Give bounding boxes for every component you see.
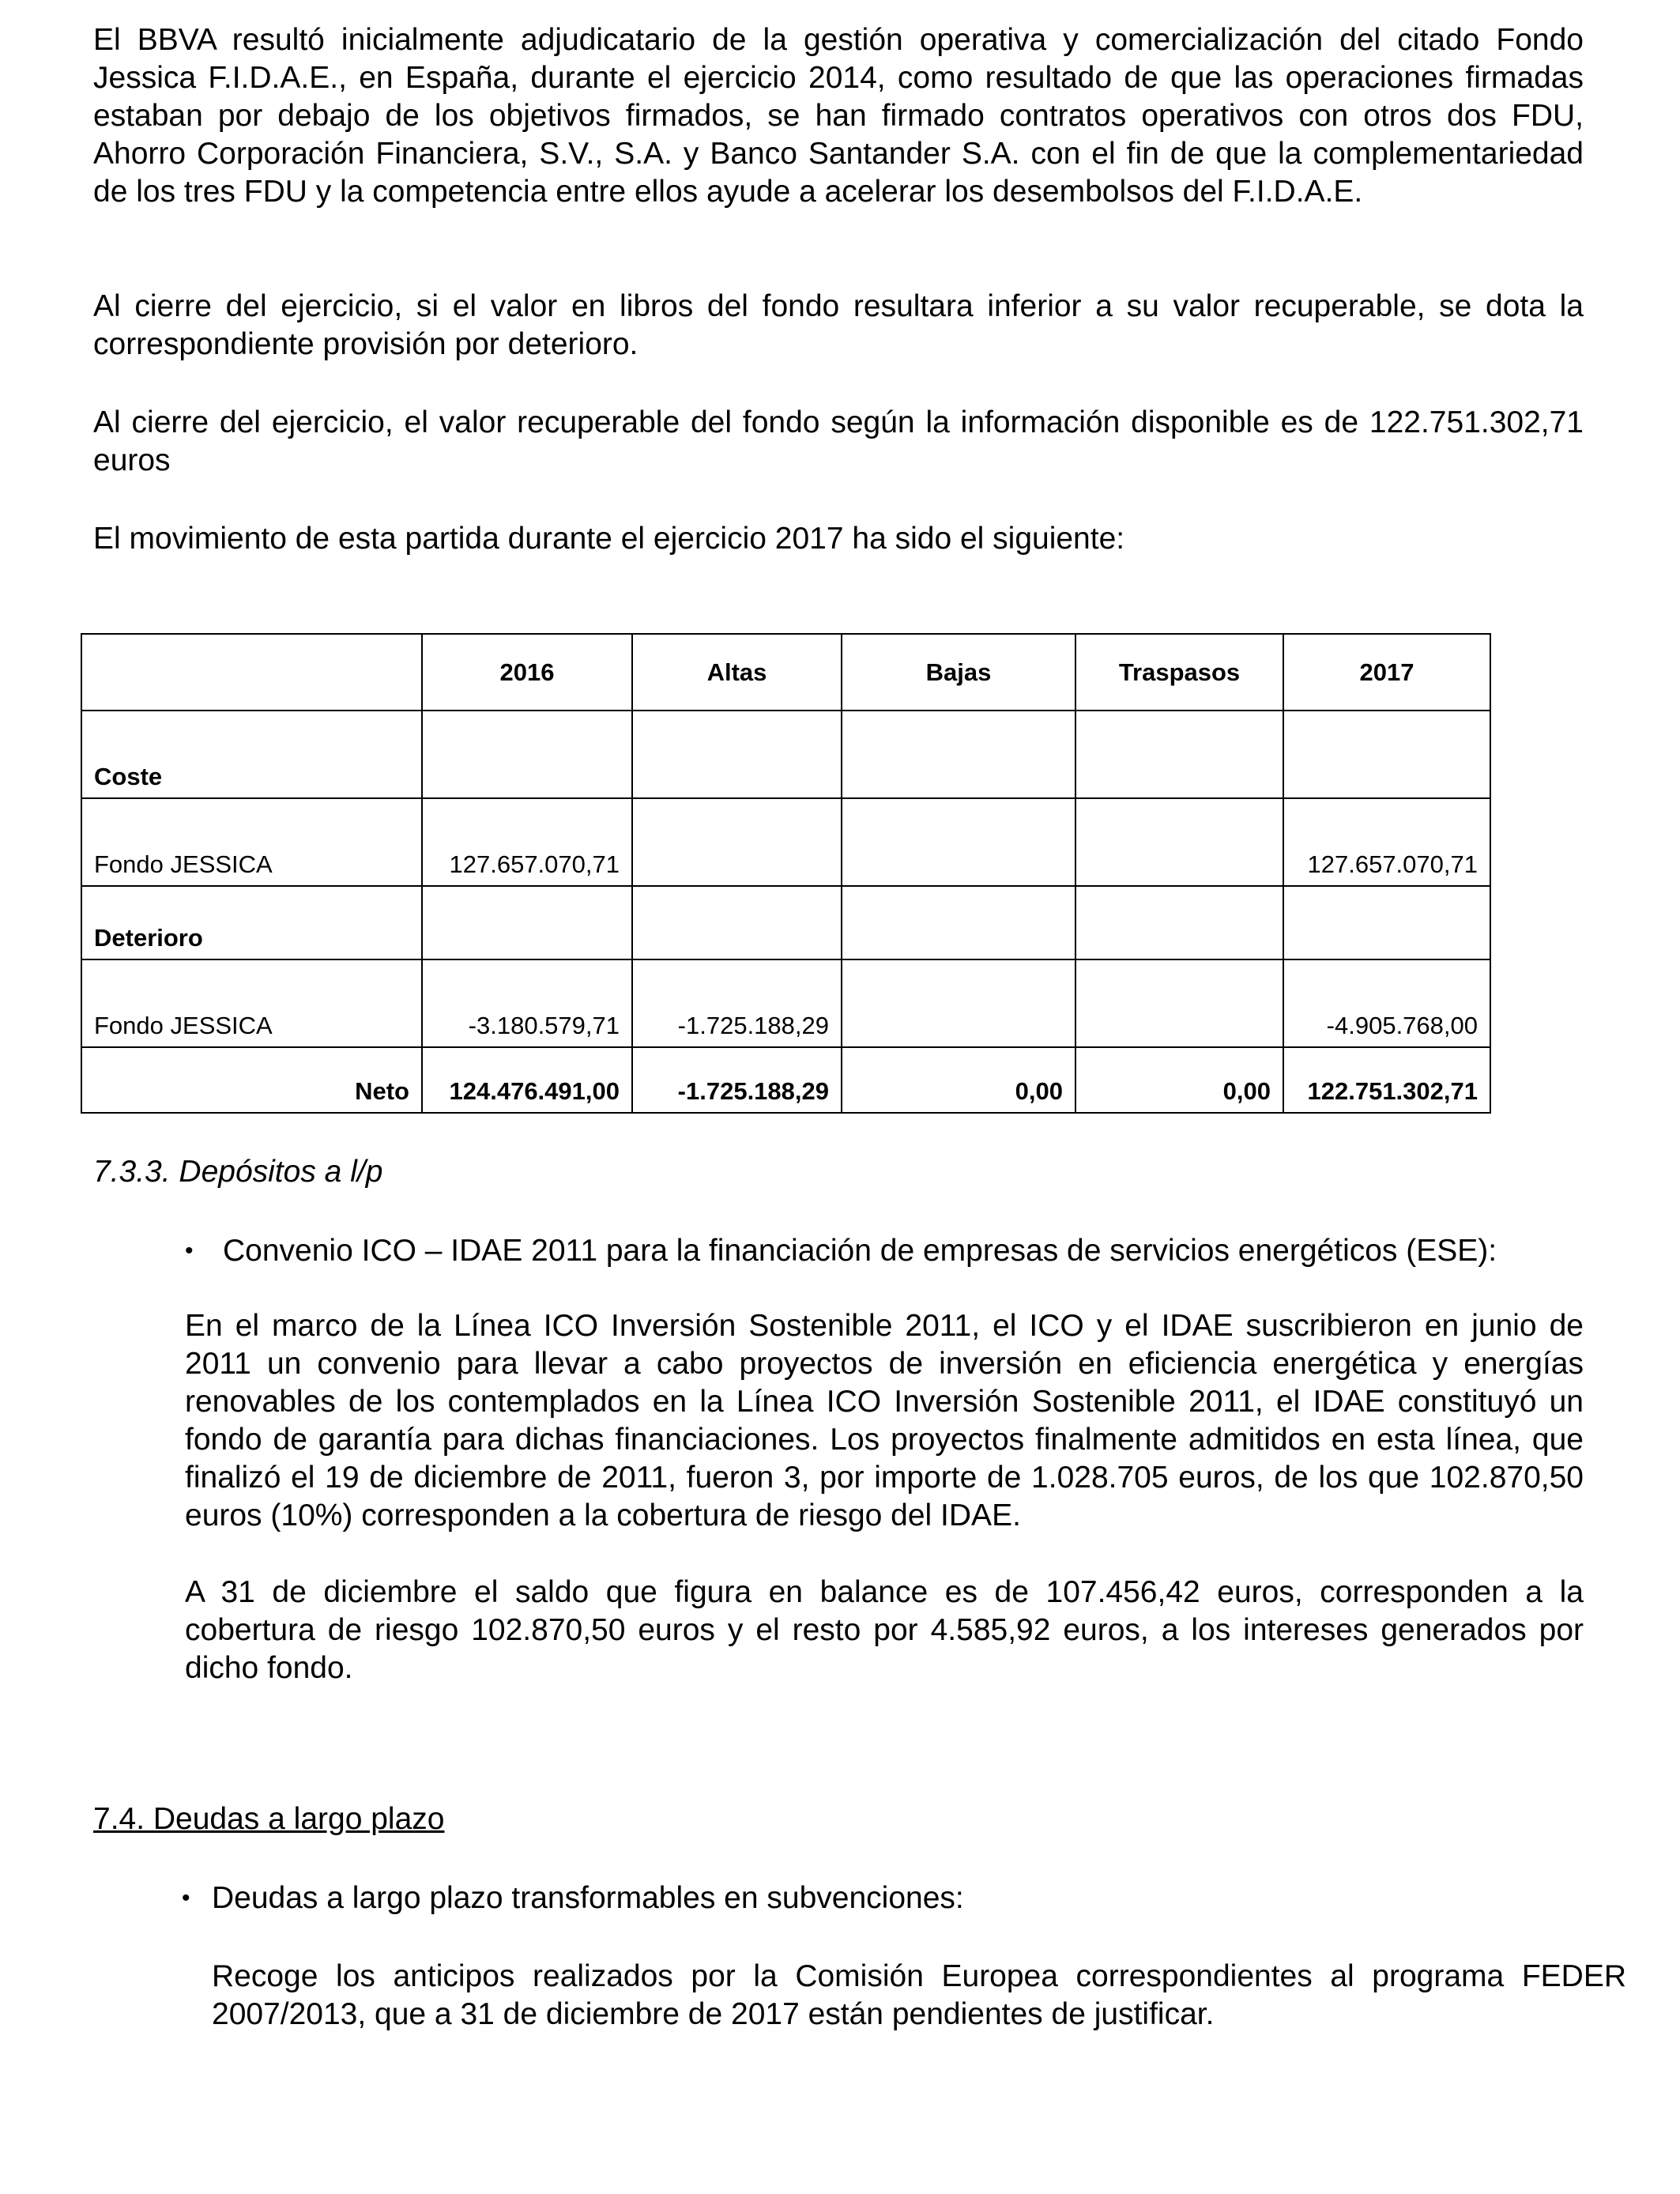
header-cell-2017: 2017 bbox=[1283, 634, 1490, 711]
paragraph-valor-recuperable: Al cierre del ejercicio, el valor recuperable del fondo según la información disponible es de 122.751.302,71 euros bbox=[93, 405, 1584, 477]
cell-traspasos bbox=[1075, 959, 1283, 1047]
table-cell bbox=[842, 711, 1075, 798]
table-cell bbox=[1283, 886, 1490, 959]
section-title-depositos: 7.3.3. Depósitos a l/p bbox=[93, 1155, 383, 1189]
header-cell-altas: Altas bbox=[632, 634, 842, 711]
table-row-fondo-deterioro bbox=[81, 959, 1490, 1047]
table-cell bbox=[842, 886, 1075, 959]
table-row-fondo-coste bbox=[81, 798, 1490, 886]
cell-altas bbox=[632, 798, 842, 886]
cell-2017: -4.905.768,00 bbox=[1283, 959, 1490, 1047]
header-cell-2016: 2016 bbox=[422, 634, 632, 711]
paragraph-provision-deterioro: Al cierre del ejercicio, si el valor en libros del fondo resultara inferior a su valor recuperable, se dota la correspondiente provisión por deterioro. bbox=[93, 289, 1584, 361]
bullet-text-convenio: Convenio ICO – IDAE 2011 para la financiación de empresas de servicios energéticos (ESE): bbox=[223, 1234, 1497, 1268]
paragraph-anticipos-feder: Recoge los anticipos realizados por la Comisión Europea correspondientes al programa FEDER 2007/2013, que a 31 de diciembre de 2017 están pendientes de justificar. bbox=[212, 1959, 1626, 2031]
cell-2016: 124.476.491,00 bbox=[422, 1047, 632, 1113]
paragraph-movimiento-intro: El movimiento de esta partida durante el ejercicio 2017 ha sido el siguiente: bbox=[93, 522, 1125, 556]
row-label-fondo: Fondo JESSICA bbox=[81, 959, 422, 1047]
table-row-coste bbox=[81, 711, 1490, 798]
row-label-neto: Neto bbox=[81, 1047, 422, 1113]
bullet-icon: • bbox=[182, 1885, 190, 1911]
bullet-text-deudas: Deudas a largo plazo transformables en subvenciones: bbox=[212, 1881, 964, 1915]
header-cell-traspasos: Traspasos bbox=[1075, 634, 1283, 711]
cell-2016: -3.180.579,71 bbox=[422, 959, 632, 1047]
paragraph-linea-ico: En el marco de la Línea ICO Inversión Sostenible 2011, el ICO y el IDAE suscribieron en junio de 2011 un convenio para llevar a cabo proyectos de inversión en eficiencia energética y energías renovables de los contemplados en la Línea ICO Inversión Sostenible 2011, el IDAE constituyó un fondo de garantía para dichas financiaciones. Los proyectos finalmente admitidos en esta línea, que finalizó el 19 de diciembre de 2011, fueron 3, por importe de 1.028.705 euros, de los que 102.870,50 euros (10%) corresponden a la cobertura de riesgo del IDAE. bbox=[185, 1309, 1584, 1532]
table-row-neto bbox=[81, 1047, 1490, 1113]
table-cell bbox=[1075, 886, 1283, 959]
table-header-row bbox=[81, 634, 1490, 711]
cell-traspasos: 0,00 bbox=[1075, 1047, 1283, 1113]
movement-table bbox=[81, 633, 1491, 1114]
cell-altas: -1.725.188,29 bbox=[632, 1047, 842, 1113]
cell-bajas bbox=[842, 959, 1075, 1047]
header-cell-bajas: Bajas bbox=[842, 634, 1075, 711]
cell-2017: 127.657.070,71 bbox=[1283, 798, 1490, 886]
table-cell bbox=[422, 886, 632, 959]
cell-bajas bbox=[842, 798, 1075, 886]
table-cell bbox=[632, 886, 842, 959]
table-cell bbox=[1283, 711, 1490, 798]
row-label-deterioro: Deterioro bbox=[81, 886, 422, 959]
cell-bajas: 0,00 bbox=[842, 1047, 1075, 1113]
cell-altas: -1.725.188,29 bbox=[632, 959, 842, 1047]
paragraph-bbva-adjudicatario: El BBVA resultó inicialmente adjudicatario de la gestión operativa y comercialización del citado Fondo Jessica F.I.D.A.E., en España, durante el ejercicio 2014, como resultado de que las operaciones firmadas estaban por debajo de los objetivos firmados, se han firmado contratos operativos con otros dos FDU, Ahorro Corporación Financiera, S.V., S.A. y Banco Santander S.A. con el fin de que la complementariedad de los tres FDU y la competencia entre ellos ayude a acelerar los desembolsos del F.I.D.A.E. bbox=[93, 23, 1584, 209]
header-cell-empty bbox=[81, 634, 422, 711]
cell-2017: 122.751.302,71 bbox=[1283, 1047, 1490, 1113]
table-cell bbox=[422, 711, 632, 798]
table-cell bbox=[632, 711, 842, 798]
bullet-icon: • bbox=[185, 1238, 194, 1264]
table-cell bbox=[1075, 711, 1283, 798]
row-label-fondo: Fondo JESSICA bbox=[81, 798, 422, 886]
row-label-coste: Coste bbox=[81, 711, 422, 798]
cell-traspasos bbox=[1075, 798, 1283, 886]
paragraph-saldo-balance: A 31 de diciembre el saldo que figura en balance es de 107.456,42 euros, corresponden a la cobertura de riesgo 102.870,50 euros y el resto por 4.585,92 euros, a los intereses generados por dicho fondo. bbox=[185, 1575, 1584, 1685]
section-title-deudas: 7.4. Deudas a largo plazo bbox=[93, 1802, 445, 1836]
cell-2016: 127.657.070,71 bbox=[422, 798, 632, 886]
table-row-deterioro bbox=[81, 886, 1490, 959]
